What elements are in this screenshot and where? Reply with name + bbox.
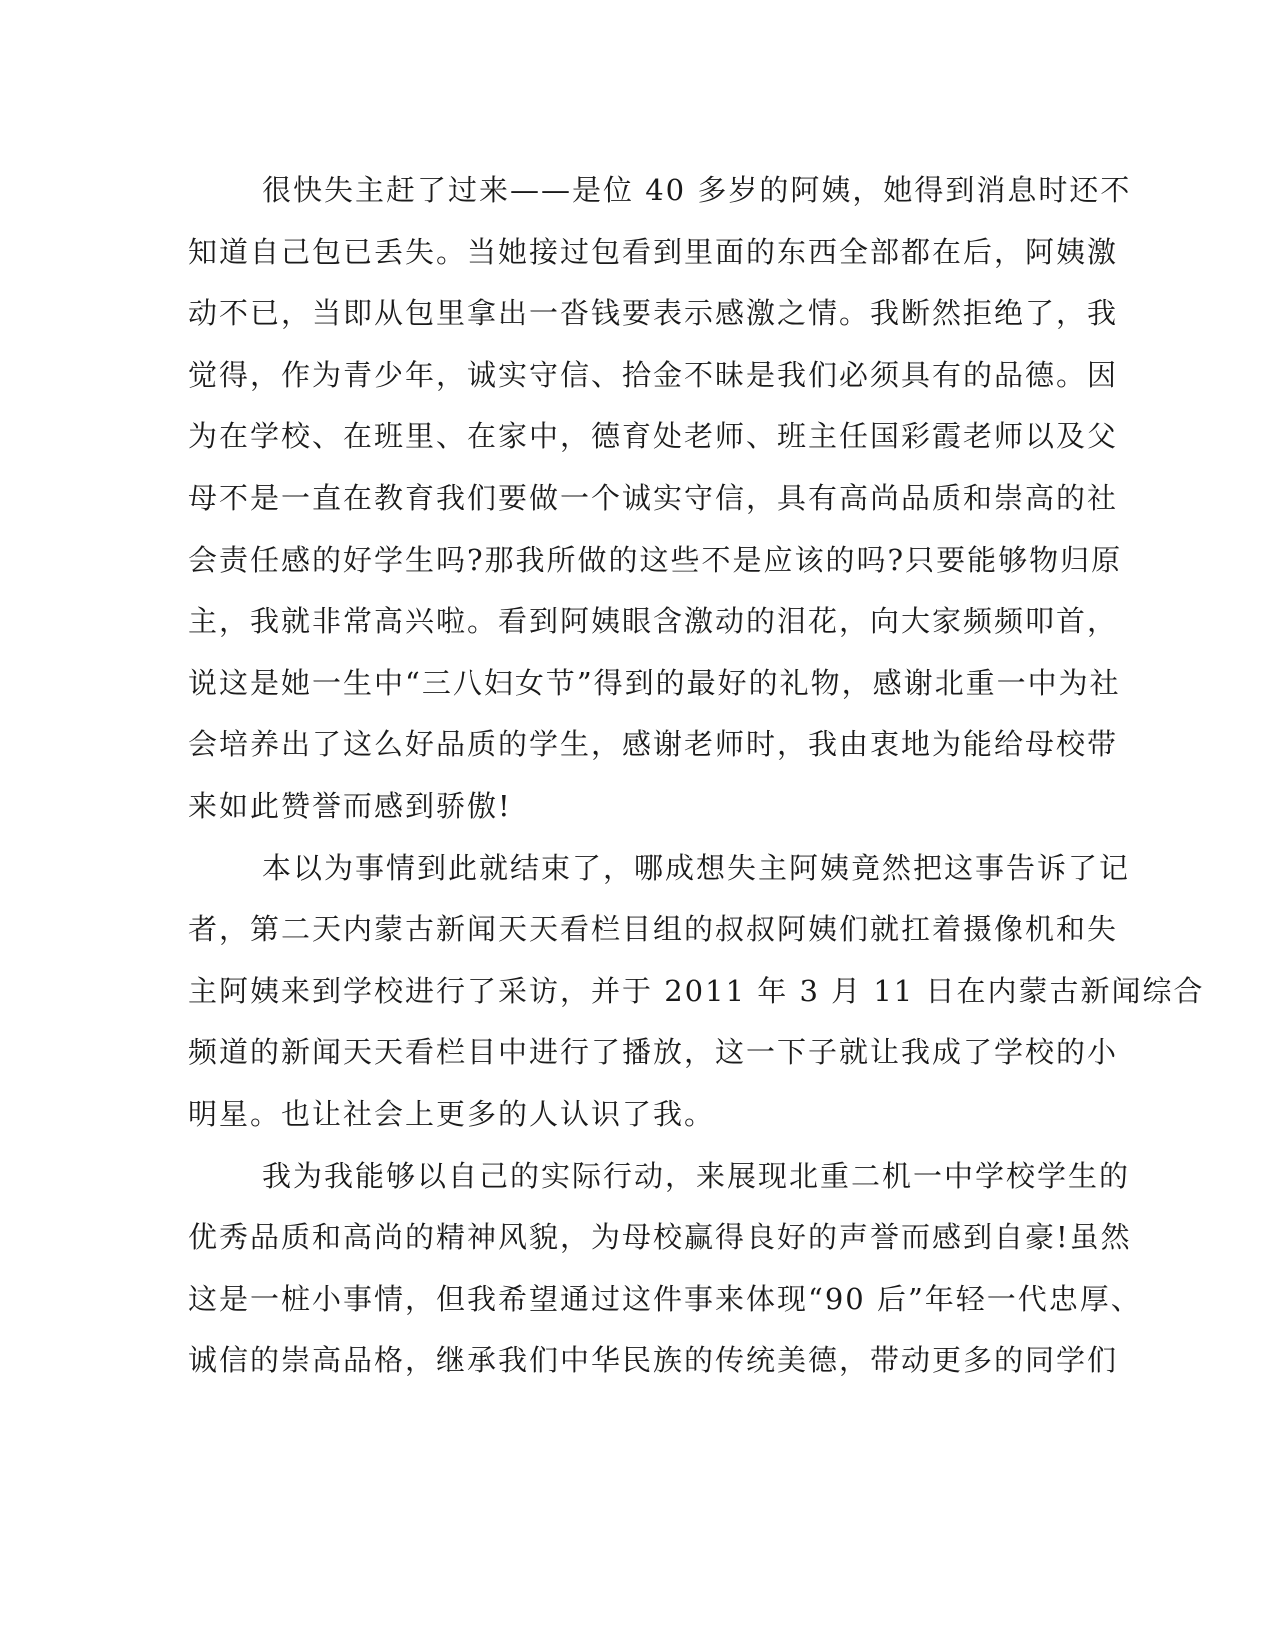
text-line: 者，第二天内蒙古新闻天天看栏目组的叔叔阿姨们就扛着摄像机和失 [188,912,1119,947]
text-line: 优秀品质和高尚的精神风貌，为母校赢得良好的声誉而感到自豪!虽然 [188,1220,1132,1255]
text-line: 主，我就非常高兴啦。看到阿姨眼含激动的泪花，向大家频频叩首， [188,604,1119,639]
text-line: 母不是一直在教育我们要做一个诚实守信，具有高尚品质和崇高的社 [188,480,1119,515]
text-line: 来如此赞誉而感到骄傲! [188,788,512,823]
text-line: 说这是她一生中“三八妇女节”得到的最好的礼物，感谢北重一中为社 [188,665,1121,700]
text-line: 觉得，作为青少年，诚实守信、拾金不昧是我们必须具有的品德。因 [188,357,1119,392]
text-line: 明星。也让社会上更多的人认识了我。 [188,1096,716,1131]
text-line: 会培养出了这么好品质的学生，感谢老师时，我由衷地为能给母校带 [188,727,1119,762]
text-line: 频道的新闻天天看栏目中进行了播放，这一下子就让我成了学校的小 [188,1035,1119,1070]
paragraph-1 [188,160,1132,838]
paragraph-3 [188,1146,1142,1392]
text-line: 主阿姨来到学校进行了采访，并于 2011 年 3 月 11 日在内蒙古新闻综合 [188,973,1205,1008]
text-line: 本以为事情到此就结束了，哪成想失主阿姨竟然把这事告诉了记 [262,850,1131,885]
text-line: 为在学校、在班里、在家中，德育处老师、班主任国彩霞老师以及父 [188,419,1119,454]
text-line: 我为我能够以自己的实际行动，来展现北重二机一中学校学生的 [262,1158,1131,1193]
text-line: 知道自己包已丢失。当她接过包看到里面的东西全部都在后，阿姨激 [188,234,1119,269]
text-line: 诚信的崇高品格，继承我们中华民族的传统美德，带动更多的同学们 [188,1343,1119,1378]
text-line: 很快失主赶了过来——是位 40 多岁的阿姨，她得到消息时还不 [262,173,1132,207]
paragraph-2 [188,838,1205,1146]
text-line: 会责任感的好学生吗?那我所做的这些不是应该的吗?只要能够物归原 [188,542,1123,577]
document-body [188,160,1205,1392]
text-line: 这是一桩小事情，但我希望通过这件事来体现“90 后”年轻一代忠厚、 [188,1281,1142,1316]
text-line: 动不已，当即从包里拿出一沓钱要表示感激之情。我断然拒绝了，我 [188,296,1119,331]
